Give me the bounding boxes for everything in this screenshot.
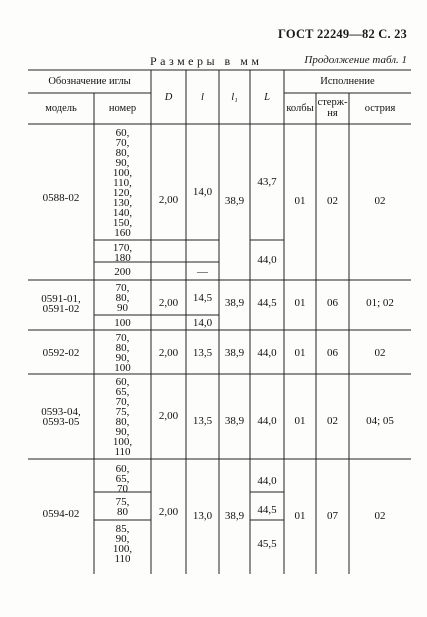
r1-flask: 01 [294, 195, 306, 207]
r3-rod: 06 [327, 347, 338, 359]
r1-l: 14,0 [192, 186, 213, 198]
r5-l1: 38,9 [224, 510, 245, 522]
r5-L-c: 45,5 [257, 538, 277, 550]
r1-L-b: 44,0 [257, 254, 277, 266]
r4-flask: 01 [294, 415, 306, 427]
r5-D: 2,00 [158, 506, 179, 518]
col-header-l: l [201, 92, 204, 103]
r2-D: 2,00 [158, 297, 179, 309]
r4-L: 44,0 [257, 415, 277, 427]
r2-L: 44,5 [257, 297, 277, 309]
r4-point: 04; 05 [366, 415, 394, 427]
col-header-point: острия [364, 103, 396, 114]
r5-l: 13,0 [192, 510, 213, 522]
r5-rod: 07 [327, 510, 338, 522]
r3-D: 2,00 [158, 347, 179, 359]
r5-numbers-c: 85, 90, 100, 110 [112, 523, 133, 565]
r1-numbers-b: 170, 180 [112, 242, 133, 264]
col-header-l1: l₁ [231, 92, 238, 103]
r2-point: 01; 02 [366, 297, 394, 309]
r4-D: 2,00 [158, 410, 179, 422]
r3-l1: 38,9 [224, 347, 245, 359]
r2-numbers-a: 70, 80, 90 [115, 282, 130, 314]
r2-l-b: 14,0 [192, 317, 213, 329]
r3-l: 13,5 [192, 347, 213, 359]
col-header-model: модель [45, 103, 77, 114]
r3-flask: 01 [294, 347, 306, 359]
col-header-number: номер [108, 103, 137, 114]
r1-model: 0588-02 [42, 192, 80, 204]
r2-rod: 06 [327, 297, 338, 309]
r1-rod: 02 [327, 195, 338, 207]
col-header-execution: Исполнение [320, 76, 375, 87]
r1-l-dash: — [197, 266, 208, 278]
r5-model: 0594-02 [42, 508, 80, 520]
r5-point: 02 [374, 510, 386, 522]
r2-flask: 01 [294, 297, 306, 309]
needle-dimensions-table [0, 68, 427, 617]
r2-l1: 38,9 [224, 297, 245, 309]
col-header-rod: стерж- ня [317, 97, 348, 119]
continuation-caption: Продолжение табл. 1 [304, 54, 407, 66]
r3-L: 44,0 [257, 347, 277, 359]
r2-l-a: 14,5 [192, 292, 213, 304]
r5-L-a: 44,0 [257, 475, 277, 487]
r4-numbers: 60, 65, 70, 75, 80, 90, 100, 110 [112, 376, 133, 458]
table-grid-lines [0, 68, 427, 617]
r2-numbers-b: 100 [114, 317, 131, 329]
col-header-L: L [264, 92, 270, 103]
r1-l1: 38,9 [224, 195, 245, 207]
r4-rod: 02 [327, 415, 338, 427]
r2-model: 0591-01, 0591-02 [41, 293, 81, 315]
r3-numbers: 70, 80, 90, 100 [114, 332, 131, 374]
r3-model: 0592-02 [42, 347, 80, 359]
r1-D: 2,00 [158, 194, 179, 206]
r5-L-b: 44,5 [257, 504, 277, 516]
r5-numbers-b: 75, 80 [115, 496, 130, 518]
r5-flask: 01 [294, 510, 306, 522]
r4-model: 0593-04, 0593-05 [41, 406, 81, 428]
r5-numbers-a: 60, 65, 70 [115, 463, 130, 495]
col-header-flask: колбы [286, 103, 314, 114]
units-caption: Размеры в мм [150, 54, 263, 68]
r3-point: 02 [374, 347, 386, 359]
col-header-designation: Обозначение иглы [48, 76, 131, 87]
document-header: ГОСТ 22249—82 С. 23 [278, 27, 407, 41]
col-header-D: D [164, 92, 173, 103]
r1-L-a: 43,7 [257, 176, 277, 188]
r1-numbers-c: 200 [114, 266, 131, 278]
r4-l: 13,5 [192, 415, 213, 427]
r1-numbers-a: 60, 70, 80, 90, 100, 110, 120, 130, 140, 150, 160 [112, 127, 133, 239]
r1-point: 02 [374, 195, 386, 207]
r4-l1: 38,9 [224, 415, 245, 427]
